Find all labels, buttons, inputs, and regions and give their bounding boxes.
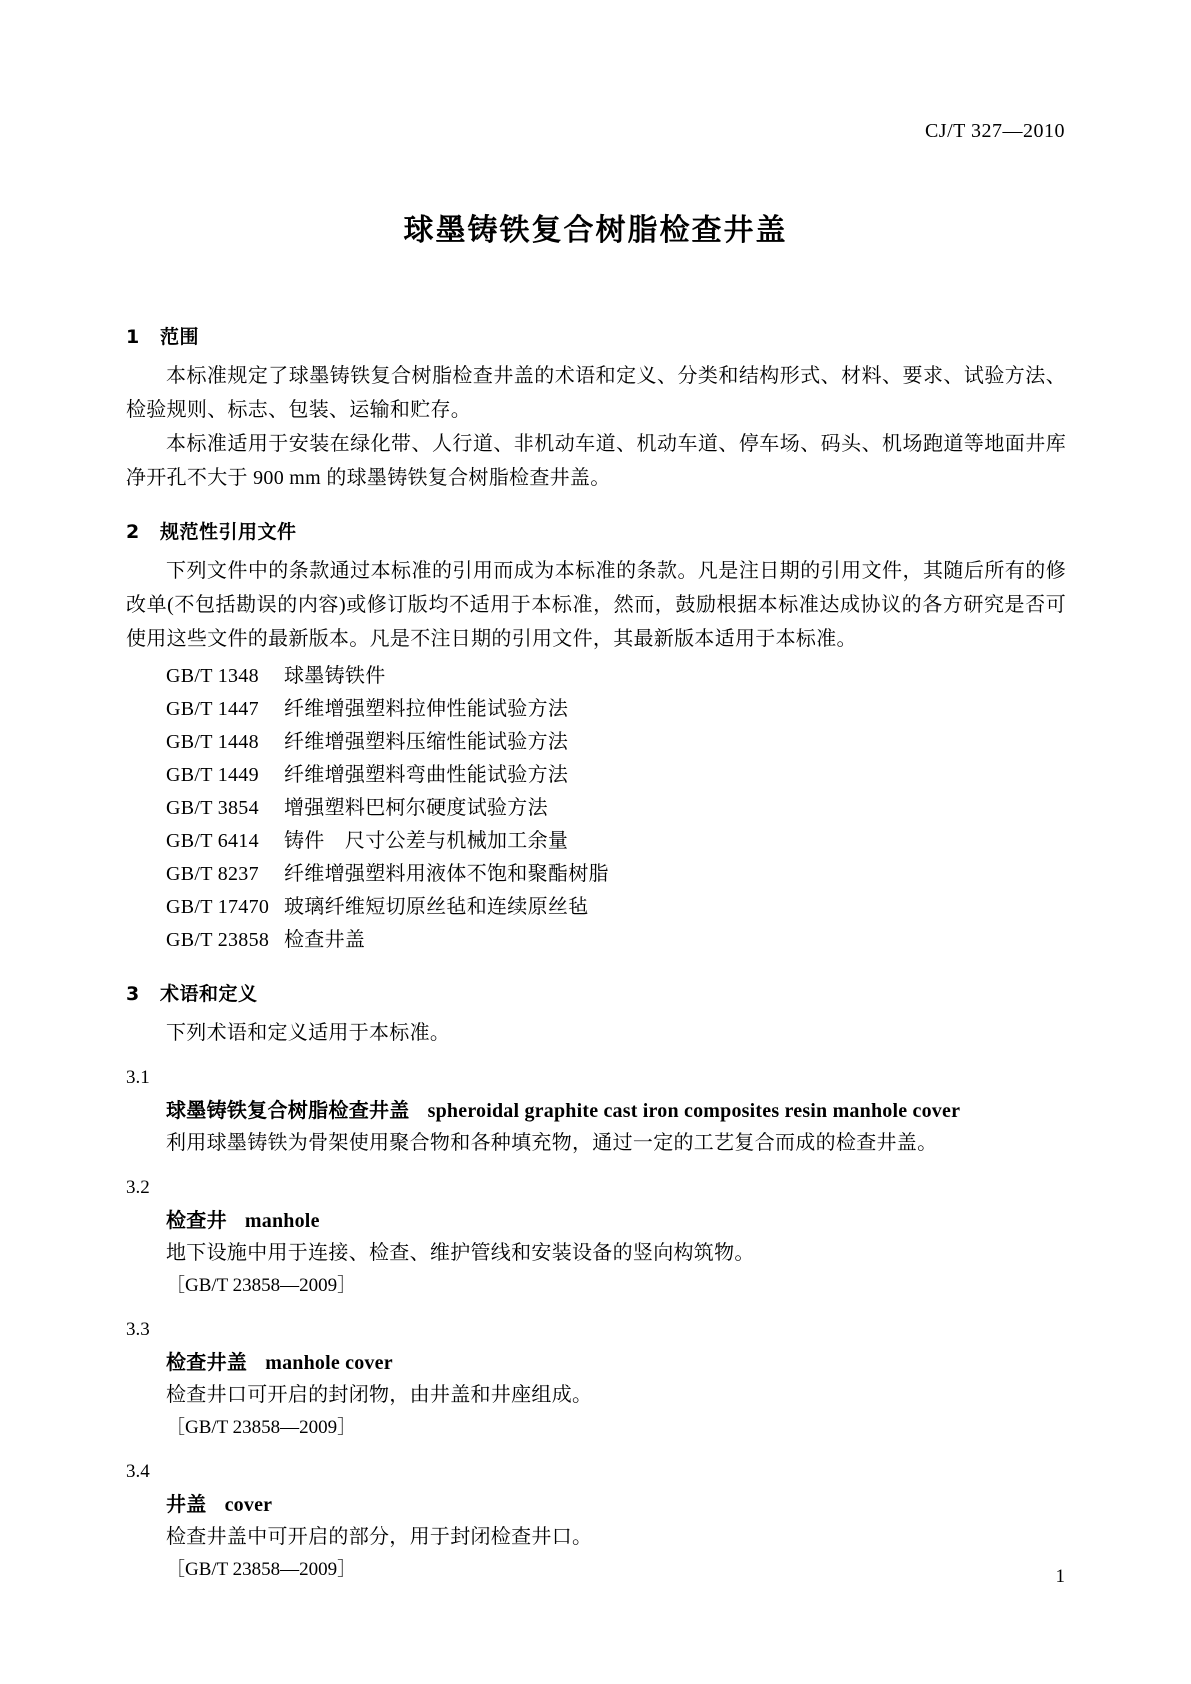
- term-name-en: spheroidal graphite cast iron composites resin manhole cover: [427, 1100, 961, 1122]
- term-name-en: manhole: [244, 1210, 320, 1232]
- section-3-paragraph-1: 下列术语和定义适用于本标准。: [166, 1022, 451, 1044]
- reference-item: [126, 693, 1066, 726]
- reference-code: GB/T 3854: [166, 797, 259, 819]
- term-name-cn: 检查井盖: [166, 1350, 248, 1374]
- section-1-paragraph-1: 本标准规定了球墨铸铁复合树脂检查井盖的术语和定义、分类和结构形式、材料、要求、试验方法、检验规则、标志、包装、运输和贮存。: [126, 365, 1066, 421]
- reference-name: 玻璃纤维短切原丝毡和连续原丝毡: [284, 896, 589, 918]
- clause-number: 3.2: [126, 1177, 150, 1198]
- clause-number: 3.1: [126, 1067, 150, 1088]
- standard-code-header: CJ/T 327—2010: [924, 120, 1065, 142]
- section-1-paragraph-2: 本标准适用于安装在绿化带、人行道、非机动车道、机动车道、停车场、码头、机场跑道等地面井库净开孔不大于 900 mm 的球墨铸铁复合树脂检查井盖。: [126, 433, 1066, 489]
- reference-name: 纤维增强塑料压缩性能试验方法: [284, 731, 569, 753]
- term-definition: 检查井盖中可开启的部分，用于封闭检查井口。: [166, 1526, 593, 1548]
- term-source: ［GB/T 23858—2009］: [166, 1417, 357, 1438]
- section-number-2: 2: [126, 521, 140, 543]
- term-definition: 地下设施中用于连接、检查、维护管线和安装设备的竖向构筑物。: [166, 1242, 755, 1264]
- document-body: [126, 300, 1066, 1586]
- term-name-cn: 球墨铸铁复合树脂检查井盖: [166, 1098, 410, 1122]
- reference-item: [126, 759, 1066, 792]
- reference-item: [126, 660, 1066, 693]
- reference-code: GB/T 17470: [166, 896, 270, 918]
- reference-item: [126, 924, 1066, 957]
- reference-code: GB/T 23858: [166, 929, 270, 951]
- reference-code: GB/T 8237: [166, 863, 259, 885]
- page-number: 1: [1055, 1566, 1065, 1587]
- reference-name: 铸件 尺寸公差与机械加工余量: [284, 830, 569, 852]
- reference-code: GB/T 1348: [166, 665, 259, 687]
- section-number-3: 3: [126, 983, 140, 1005]
- section-title-2: 规范性引用文件: [160, 521, 297, 543]
- term-name-cn: 检查井: [166, 1208, 227, 1232]
- reference-item: [126, 792, 1066, 825]
- term-heading: [126, 1346, 1066, 1379]
- reference-name: 检查井盖: [284, 929, 366, 951]
- term-name-en: cover: [224, 1494, 273, 1516]
- term-definition: 利用球墨铸铁为骨架使用聚合物和各种填充物，通过一定的工艺复合而成的检查井盖。: [166, 1132, 938, 1154]
- section-2-paragraph-1: 下列文件中的条款通过本标准的引用而成为本标准的条款。凡是注日期的引用文件，其随后所有的修改单(不包括勘误的内容)或修订版均不适用于本标准，然而，鼓励根据本标准达成协议的各方研究是否可使用这些文件的最新版本。凡是不注日期的引用文件，其最新版本适用于本标准。: [126, 560, 1066, 650]
- term-name-en: manhole cover: [265, 1352, 393, 1374]
- term-heading: [126, 1204, 1066, 1237]
- term-source: ［GB/T 23858—2009］: [166, 1559, 357, 1580]
- section-number-1: 1: [126, 326, 140, 348]
- section-title-1: 范围: [160, 326, 200, 348]
- reference-item: [126, 726, 1066, 759]
- reference-name: 增强塑料巴柯尔硬度试验方法: [284, 797, 548, 819]
- clause-number: 3.4: [126, 1461, 150, 1482]
- reference-item: [126, 891, 1066, 924]
- term-heading: [126, 1488, 1066, 1521]
- reference-code: GB/T 1448: [166, 731, 259, 753]
- reference-item: [126, 825, 1066, 858]
- reference-code: GB/T 6414: [166, 830, 259, 852]
- clause-number: 3.3: [126, 1319, 150, 1340]
- reference-name: 球墨铸铁件: [284, 665, 386, 687]
- section-heading-1: [126, 322, 1066, 349]
- term-heading: [126, 1094, 1066, 1127]
- reference-code: GB/T 1449: [166, 764, 259, 786]
- reference-code: GB/T 1447: [166, 698, 259, 720]
- section-heading-3: [126, 979, 1066, 1006]
- reference-name: 纤维增强塑料用液体不饱和聚酯树脂: [284, 863, 609, 885]
- document-title: 球墨铸铁复合树脂检查井盖: [403, 213, 788, 248]
- term-definition: 检查井口可开启的封闭物，由井盖和井座组成。: [166, 1384, 593, 1406]
- term-name-cn: 井盖: [166, 1492, 207, 1516]
- section-heading-2: [126, 517, 1066, 544]
- reference-name: 纤维增强塑料弯曲性能试验方法: [284, 764, 569, 786]
- reference-item: [126, 858, 1066, 891]
- reference-name: 纤维增强塑料拉伸性能试验方法: [284, 698, 569, 720]
- term-source: ［GB/T 23858—2009］: [166, 1275, 357, 1296]
- section-title-3: 术语和定义: [160, 983, 258, 1005]
